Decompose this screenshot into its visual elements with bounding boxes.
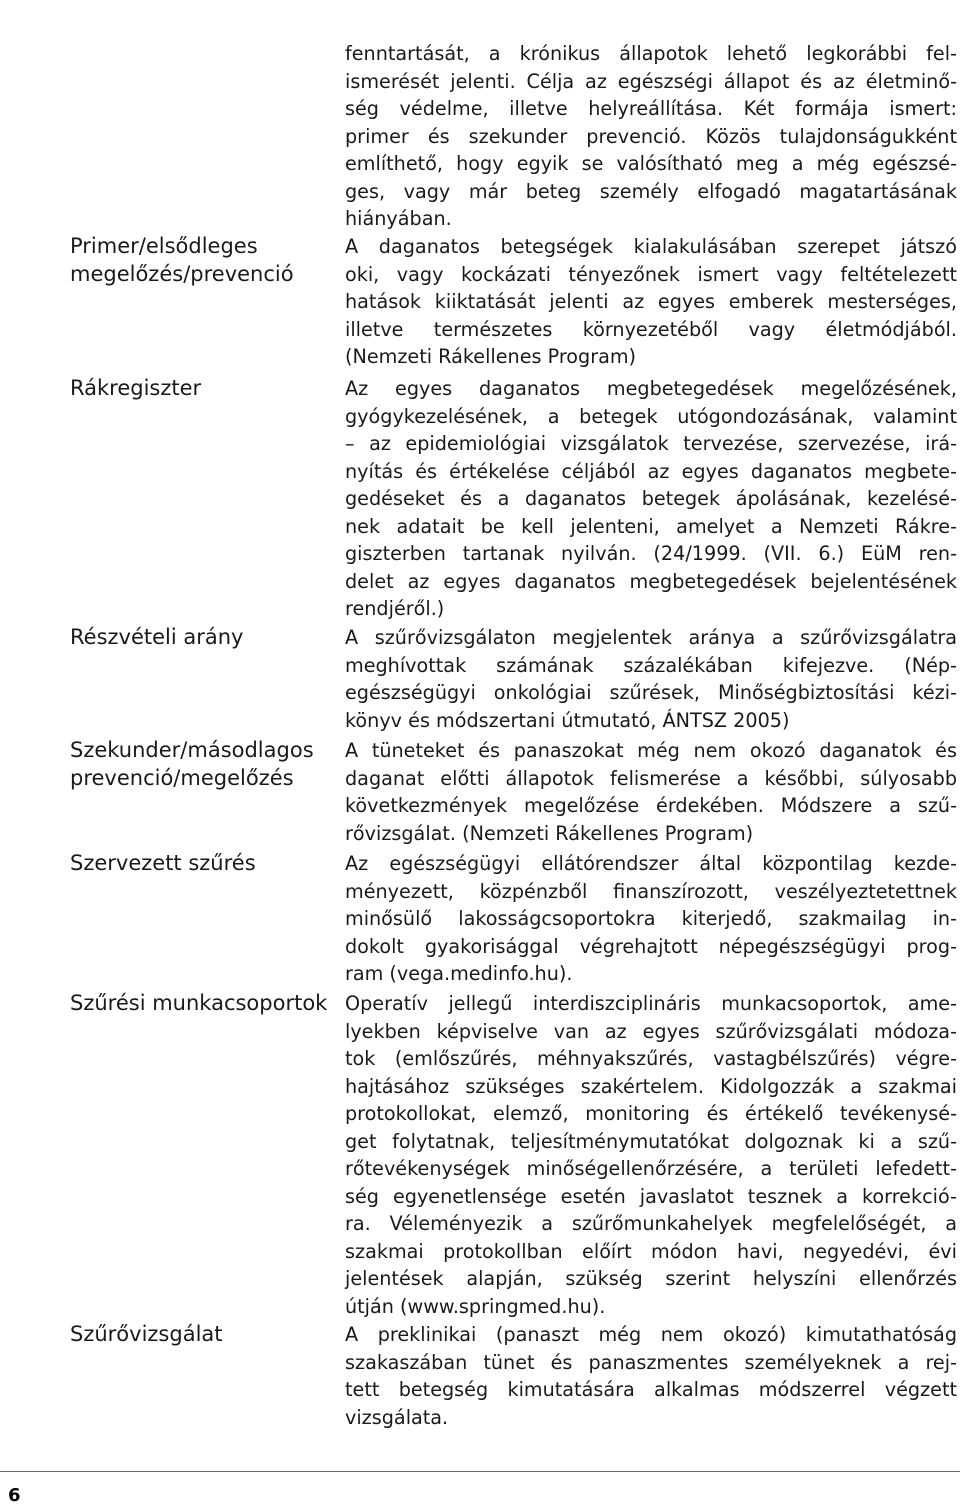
text-line: vizsgálata. xyxy=(345,1405,449,1429)
text-line: ram (vega.medinfo.hu). xyxy=(345,962,573,985)
text-line: – az epidemiológiai vizsgálatok tervezése, szervezése, irá- xyxy=(345,432,957,455)
text-line: útján (www.springmed.hu). xyxy=(345,1294,606,1318)
glossary-term xyxy=(70,624,340,652)
text-line: lyekben képviselve van az egyes szűrővizsgálati módoza- xyxy=(345,1019,957,1043)
text-line: A daganatos betegségek kialakulásában szerepet játszó xyxy=(345,235,957,258)
text-line: rőtevékenységek minőségellenőrzésére, a területi lefedett- xyxy=(345,1157,957,1180)
text-line: következmények megelőzése érdekében. Módszere a szű- xyxy=(345,794,957,817)
text-line: A tüneteket és panaszokat még nem okozó daganatok és xyxy=(345,739,957,762)
glossary-definition xyxy=(345,1321,957,1431)
glossary-term xyxy=(70,850,340,878)
glossary-term xyxy=(70,737,340,792)
text-line: ményezett, közpénzből finanszírozott, veszélyeztetettnek xyxy=(345,879,957,903)
text-line: delet az egyes daganatos megbetegedések bejelentésének xyxy=(345,569,957,593)
text-line: ismerését jelenti. Célja az egészségi állapot és az életminő- xyxy=(345,69,957,93)
text-line: A szűrővizsgálaton megjelentek aránya a szűrővizsgálatra xyxy=(345,626,957,649)
glossary-definition xyxy=(345,850,957,988)
glossary-definition xyxy=(345,375,957,623)
text-line: ség egyenetlensége esetén javaslatot tesznek a korrekció- xyxy=(345,1184,957,1208)
text-line: meghívottak számának százalékában kifejezve. (Nép- xyxy=(345,653,957,677)
text-line: rővizsgálat. (Nemzeti Rákellenes Program) xyxy=(345,821,754,845)
text-line: dokolt gyakorisággal végrehajtott népegészségügyi prog- xyxy=(345,934,957,958)
text-line: könyv és módszertani útmutató, ÁNTSZ 2005) xyxy=(345,708,790,732)
term-line: prevenció/megelőzés xyxy=(70,765,294,790)
text-line: nyítás és értékelése céljából az egyes daganatos megbete- xyxy=(345,459,957,483)
text-line: oki, vagy kockázati tényezőnek ismert vagy feltételezett xyxy=(345,262,957,286)
text-line: Operatív jellegű interdiszciplináris munkacsoportok, ame- xyxy=(345,992,957,1015)
text-line: ség védelme, illetve helyreállítása. Két formája ismert: xyxy=(345,97,957,120)
term-line: Szűrési munkacsoportok xyxy=(70,991,328,1015)
text-line: szakaszában tünet és panaszmentes személyeknek a rej- xyxy=(345,1350,957,1374)
text-line: tok (emlőszűrés, méhnyakszűrés, vastagbélszűrés) végre- xyxy=(345,1047,957,1070)
text-line: giszterben tartanak nyilván. (24/1999. (VII. 6.) EüM ren- xyxy=(345,542,957,565)
text-line: szakmai protokollban előírt módon havi, negyedévi, évi xyxy=(345,1239,957,1263)
text-line: minősülő lakosságcsoportokra kiterjedő, szakmailag in- xyxy=(345,907,957,930)
term-line: Részvételi arány xyxy=(70,625,244,649)
term-line: Primer/elsődleges xyxy=(70,234,258,258)
text-line: get folytatnak, teljesítménymutatókat dolgoznak ki a szű- xyxy=(345,1129,957,1153)
text-line: Az egészségügyi ellátórendszer által központilag kezde- xyxy=(345,852,957,875)
glossary-term xyxy=(70,375,340,403)
text-line: ra. Véleményezik a szűrőmunkahelyek megfelelőségét, a xyxy=(345,1212,957,1235)
footer-divider xyxy=(0,1471,960,1472)
text-line: primer és szekunder prevenció. Közös tulajdonságukként xyxy=(345,124,957,148)
text-line: Az egyes daganatos megbetegedések megelőzésének, xyxy=(345,377,957,400)
text-line: hatások kiiktatását jelenti az egyes emberek mesterséges, xyxy=(345,290,957,313)
text-line: nek adatait be kell jelenteni, amelyet a Nemzeti Rákre- xyxy=(345,514,957,538)
glossary-definition xyxy=(345,990,957,1320)
text-line: hajtásához szükséges szakértelem. Kidolgozzák a szakmai xyxy=(345,1074,957,1098)
glossary-term xyxy=(70,990,340,1018)
text-line: rendjéről.) xyxy=(345,597,445,620)
text-line: említhető, hogy egyik se valósítható meg a még egészsé- xyxy=(345,152,957,175)
term-line: megelőzés/prevenció xyxy=(70,261,294,286)
text-line: tett betegség kimutatására alkalmas módszerrel végzett xyxy=(345,1378,957,1401)
glossary-term xyxy=(70,1321,340,1349)
glossary-definition xyxy=(345,624,957,734)
text-line: gyógykezelésének, a betegek utógondozásának, valamint xyxy=(345,404,957,428)
text-line: ges, vagy már beteg személy elfogadó magatartásának xyxy=(345,179,957,203)
term-line: Szűrővizsgálat xyxy=(70,1322,223,1346)
text-line: gedéseket és a daganatos betegek ápolásának, kezelésé- xyxy=(345,487,957,510)
text-line: egészségügyi onkológiai szűrések, Minőségbiztosítási kézi- xyxy=(345,681,957,704)
page-number: 6 xyxy=(8,1485,21,1506)
glossary-term xyxy=(70,233,340,288)
term-line: Szervezett szűrés xyxy=(70,851,256,875)
text-line: protokollokat, elemző, monitoring és értékelő tevékenysé- xyxy=(345,1102,957,1125)
glossary-definition xyxy=(345,737,957,847)
text-line: A preklinikai (panaszt még nem okozó) kimutathatóság xyxy=(345,1323,957,1346)
text-line: (Nemzeti Rákellenes Program) xyxy=(345,345,637,368)
text-line: fenntartását, a krónikus állapotok lehető legkorábbi fel- xyxy=(345,42,957,65)
term-line: Rákregiszter xyxy=(70,376,202,400)
text-line: jelentések alapján, szükség szerint helyszíni ellenőrzés xyxy=(345,1267,957,1290)
text-line: daganat előtti állapotok felismerése a későbbi, súlyosabb xyxy=(345,766,957,790)
text-line: illetve természetes környezetéből vagy életmódjából. xyxy=(345,317,957,341)
intro-paragraph xyxy=(345,40,957,233)
term-line: Szekunder/másodlagos xyxy=(70,738,314,762)
text-line: hiányában. xyxy=(345,207,452,230)
glossary-definition xyxy=(345,233,957,371)
